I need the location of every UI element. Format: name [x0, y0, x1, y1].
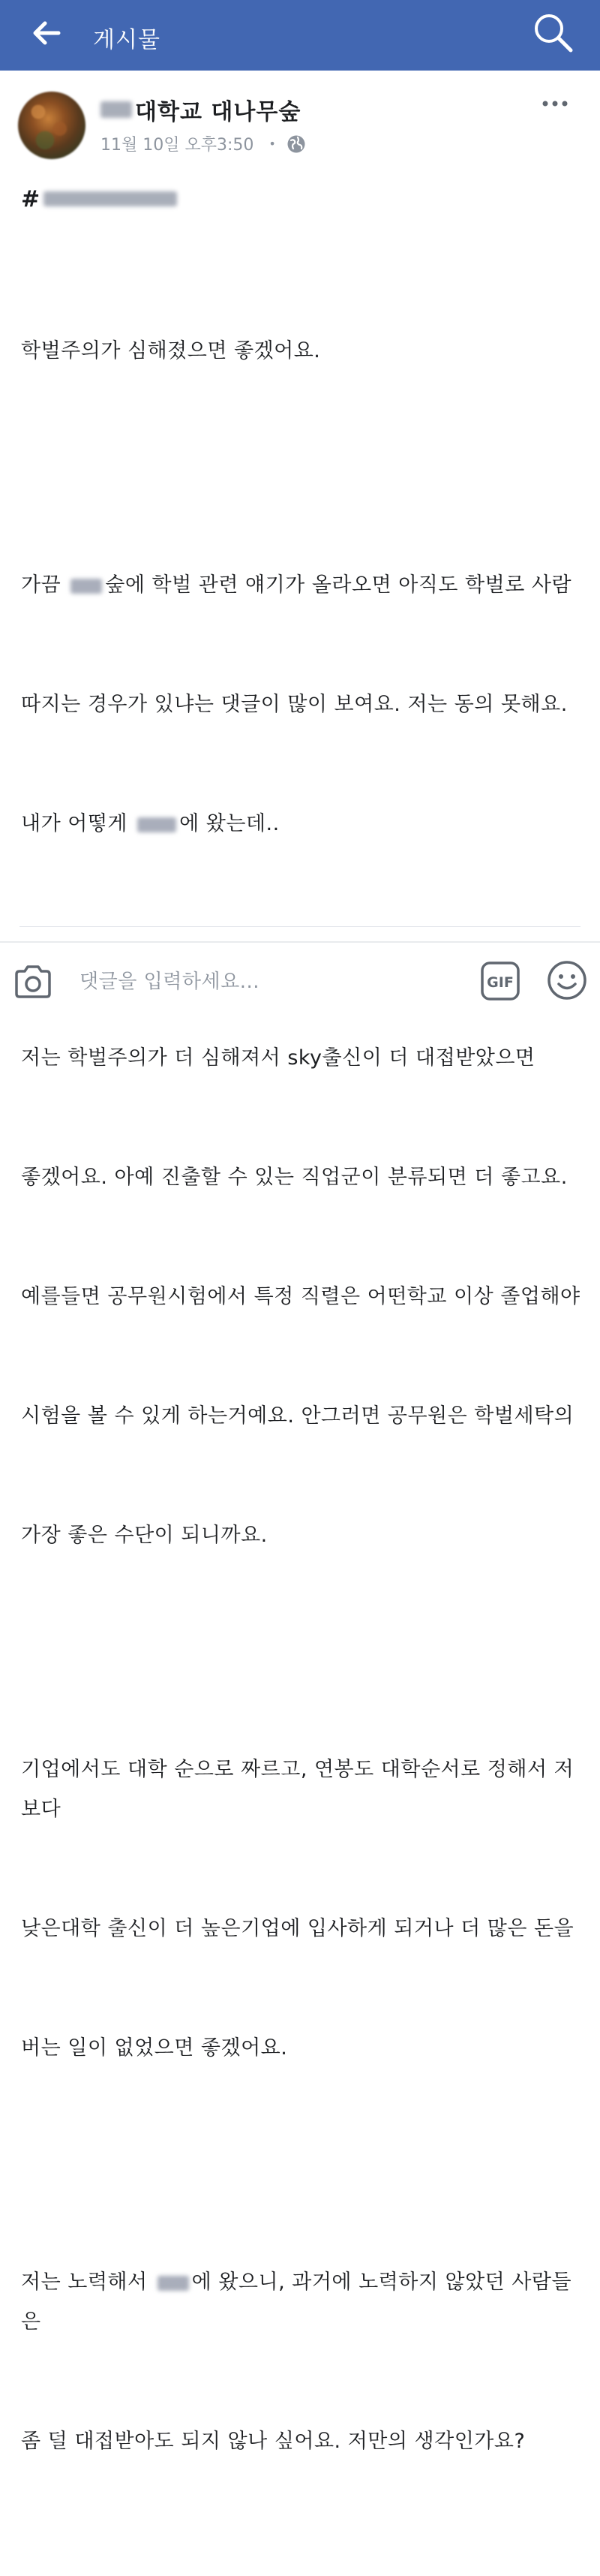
post-body — [21, 180, 584, 2576]
divider — [20, 926, 580, 927]
post-paragraph-4 — [21, 1670, 584, 2147]
post-line: 시험을 볼 수 있게 하는거예요. 안그러면 공무원은 학벌세탁의 — [21, 1404, 574, 1428]
meta-separator: • — [268, 137, 276, 151]
post-text-fragment: 에 왔는데.. — [179, 812, 280, 835]
post-paragraph-3 — [21, 958, 584, 1635]
post-line: 좀 덜 대접받아도 되지 않나 싶어요. 저만의 생각인가요? — [21, 2430, 526, 2453]
post-line — [21, 804, 584, 844]
post-paragraph-2 — [21, 486, 584, 923]
redacted-school-name — [137, 817, 176, 832]
redacted-school-name — [70, 579, 102, 594]
post-line: 가장 좋은 수단이 되니까요. — [21, 1524, 268, 1547]
post-text-fragment: 내가 어떻게 — [21, 812, 135, 835]
top-app-bar — [0, 0, 600, 71]
post-line: 좋겠어요. 아예 진출할 수 있는 직업군이 분류되면 더 좋고요. — [21, 1166, 568, 1189]
post-timestamp[interactable]: 11월 10일 오후3:50 — [100, 136, 254, 155]
post-line: 따지는 경우가 있냐는 댓글이 많이 보여요. 저는 동의 못해요. — [21, 693, 568, 716]
post-text-fragment: 숲에 학벌 관련 얘기가 올라오면 아직도 학벌로 사람 — [105, 573, 572, 597]
redacted-hashtag — [44, 191, 177, 206]
post-line: 학벌주의가 심해졌으면 좋겠어요. — [21, 339, 321, 363]
post-line: 기업에서도 대학 순으로 짜르고, 연봉도 대학순서로 정해서 저보다 — [21, 1758, 574, 1821]
post-line: 낮은대학 출신이 더 높은기업에 입사하게 되거나 더 많은 돈을 — [21, 1917, 574, 1940]
page-title: 게시물 — [93, 27, 160, 53]
author-name[interactable]: 대학교 대나무숲 — [135, 99, 302, 125]
post-paragraph-5 — [21, 2183, 584, 2541]
post-line: 버는 일이 없었으면 좋겠어요. — [21, 2036, 288, 2060]
post-text-fragment: 에 왔으니, 과거에 노력하지 않았던 사람들은 — [21, 2271, 572, 2334]
post-text-fragment: 저는 노력해서 — [21, 2271, 154, 2294]
post-line: 저는 학벌주의가 더 심해져서 sky출신이 더 대접받았으면 — [21, 1046, 536, 1070]
post-text-fragment: 가끔 — [21, 573, 68, 597]
arrow-left-icon[interactable] — [30, 17, 63, 50]
hashtag-symbol: # — [21, 185, 40, 212]
globe-icon — [286, 134, 306, 154]
redacted-school-name — [158, 2276, 189, 2291]
redacted-author-prefix — [100, 101, 132, 118]
gif-icon[interactable] — [480, 961, 520, 1001]
post-line — [21, 2262, 584, 2342]
comment-bar — [0, 941, 600, 1020]
hashtag[interactable] — [21, 180, 584, 218]
post-meta — [100, 132, 306, 155]
author-row[interactable] — [100, 93, 301, 126]
post-line: 예를들면 공무원시험에서 특정 직렬은 어떤학교 이상 졸업해야 — [21, 1285, 580, 1308]
camera-icon[interactable] — [14, 964, 52, 1000]
search-icon[interactable] — [531, 11, 574, 54]
gif-label: GIF — [487, 974, 514, 991]
comment-input[interactable] — [78, 965, 456, 998]
smiley-icon[interactable] — [546, 959, 588, 1001]
avatar[interactable] — [18, 92, 86, 159]
post-header — [0, 71, 600, 176]
post-line — [21, 565, 584, 605]
post-paragraph-1 — [21, 251, 584, 450]
more-horizontal-icon[interactable] — [542, 99, 568, 108]
